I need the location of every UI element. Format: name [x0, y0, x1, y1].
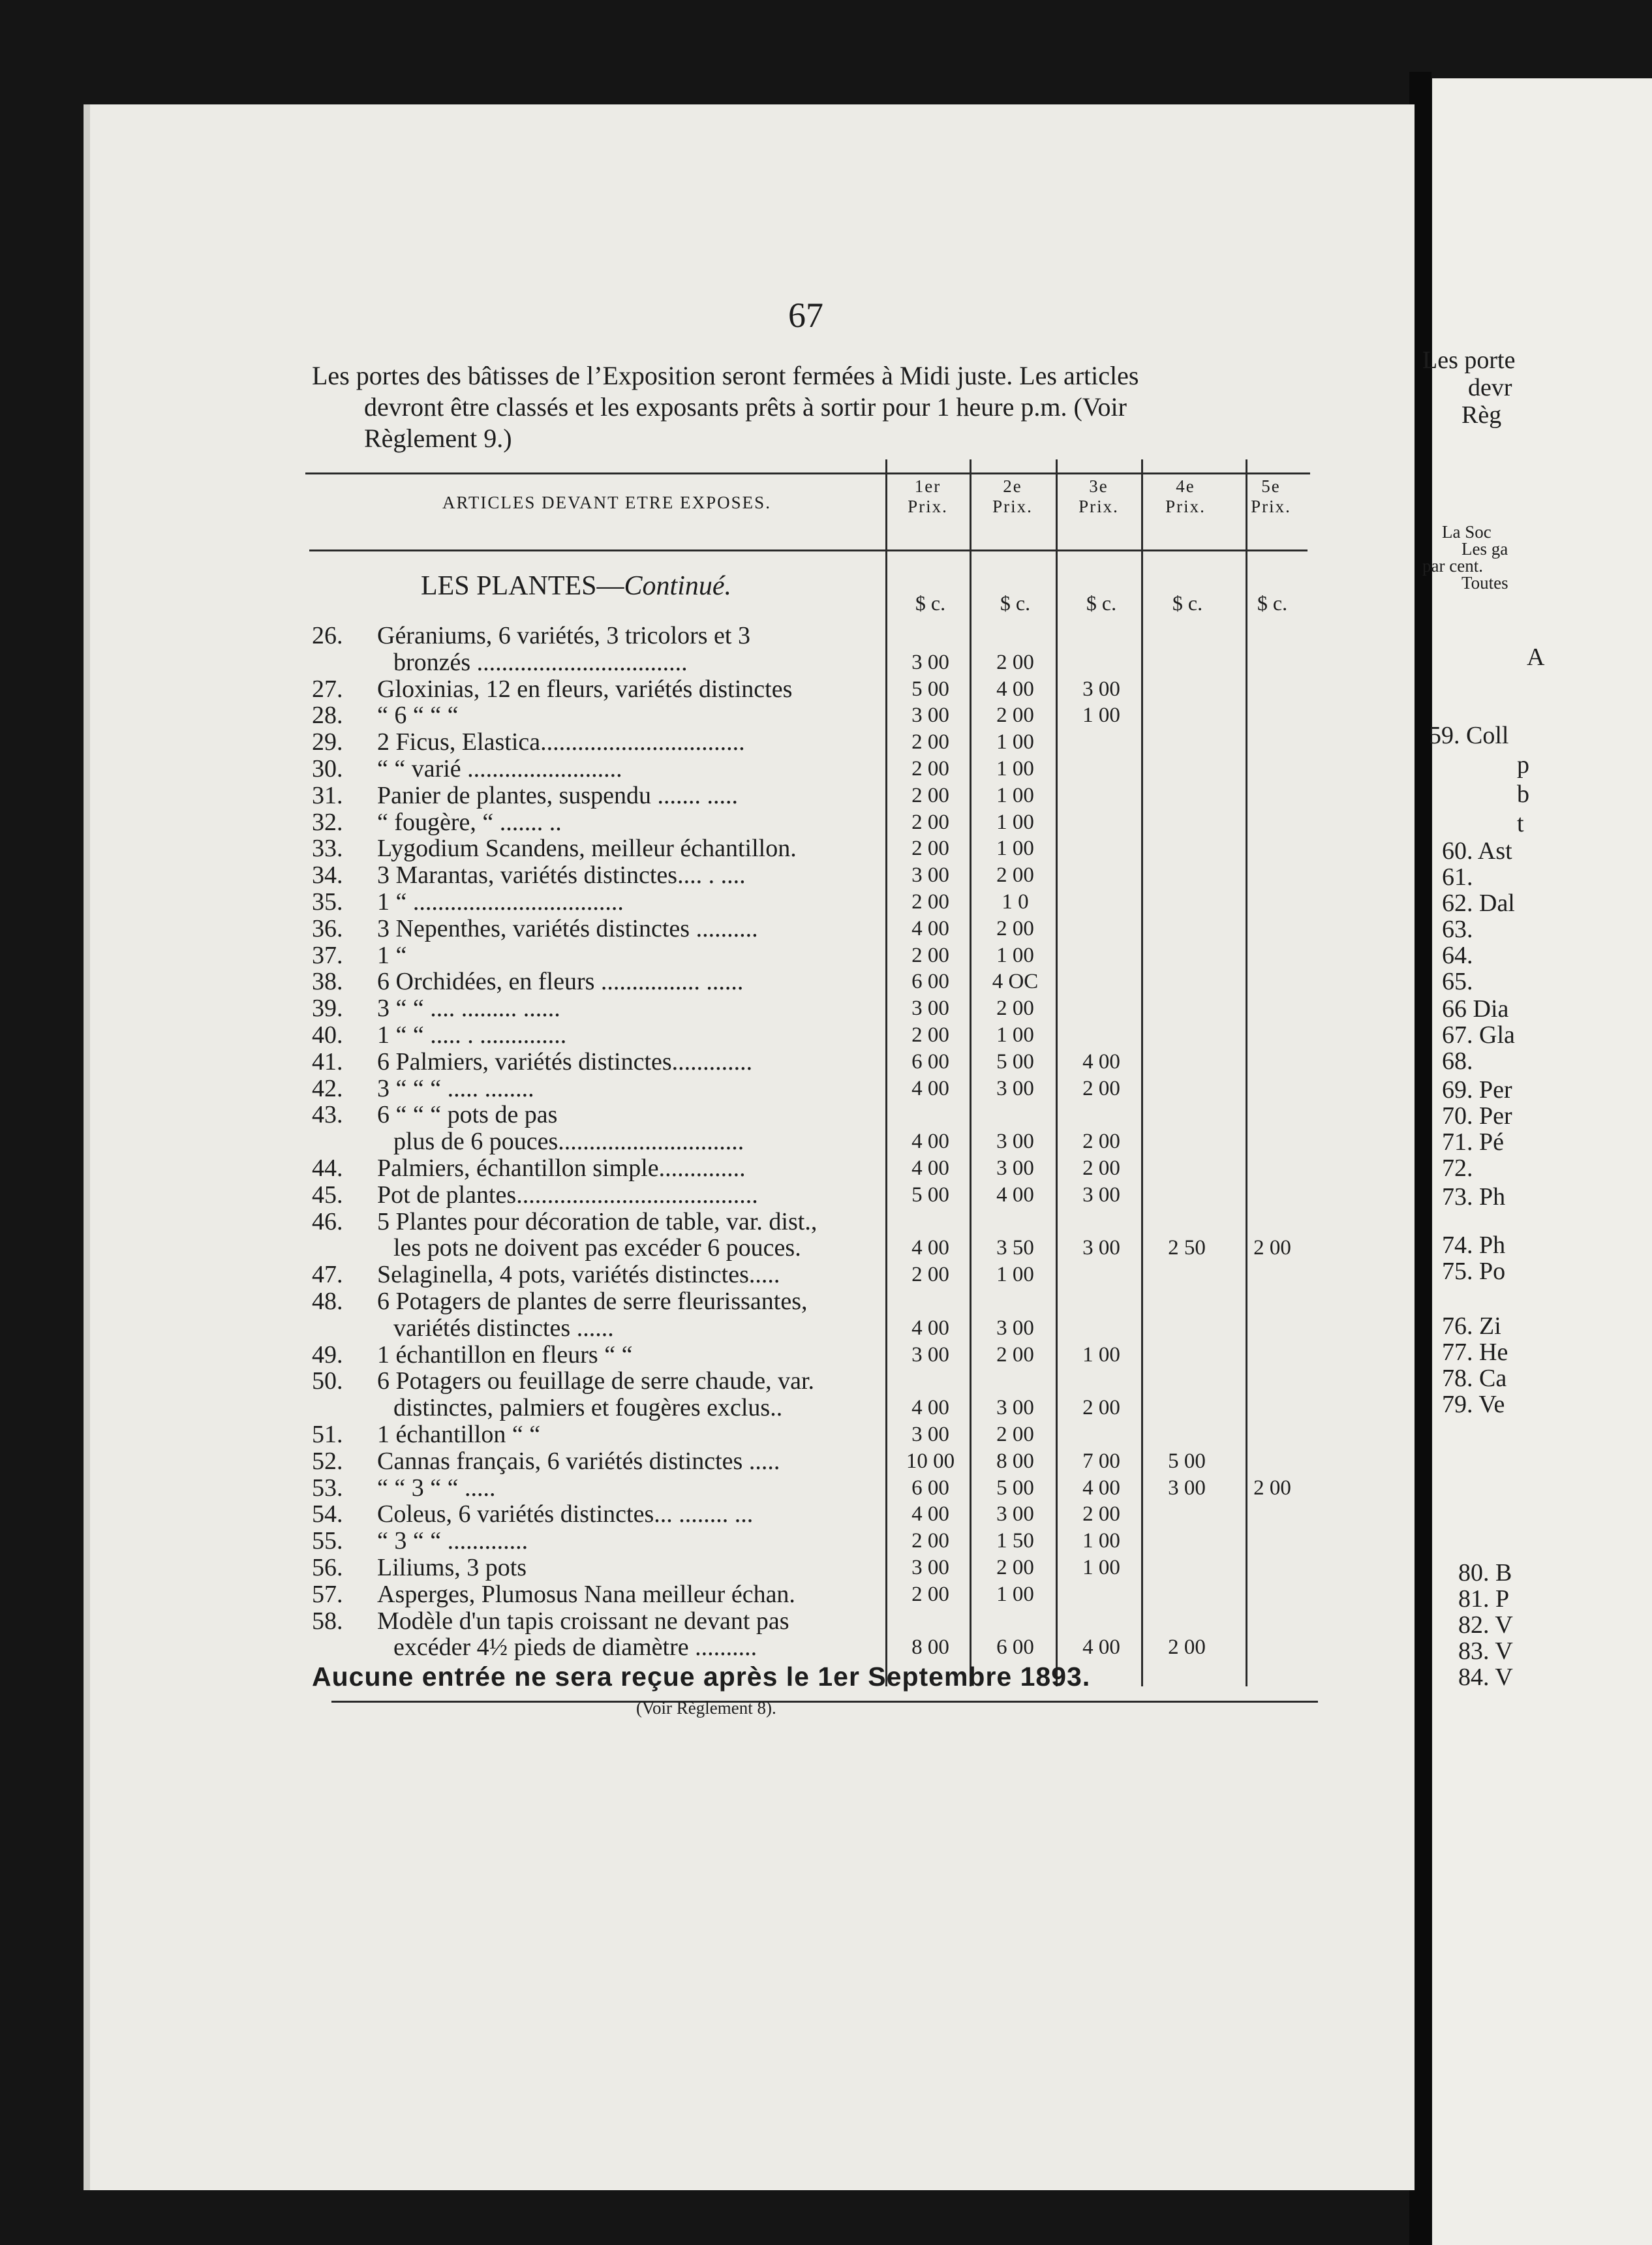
- prize-amount-1: 3 00: [911, 1342, 949, 1367]
- prize-amount-3: 1 00: [1082, 1529, 1120, 1553]
- prize-rank: 1er: [914, 476, 941, 496]
- prize-amount-3: 2 00: [1082, 1130, 1120, 1154]
- item-number: 37.: [312, 941, 343, 969]
- item-number: 42.: [312, 1074, 343, 1102]
- column-divider: [1056, 459, 1058, 1686]
- prize-amount-4: 5 00: [1168, 1449, 1206, 1473]
- item-description: Cannas français, 6 variétés distinctes .....: [377, 1447, 780, 1475]
- item-description: “ “ 3 “ “ .....: [377, 1474, 496, 1502]
- prize-header-2: [973, 476, 1052, 517]
- prize-amount-2: 2 00: [996, 997, 1034, 1021]
- next-page-fragment: 75. Po: [1442, 1258, 1506, 1285]
- prize-amount-3: 4 00: [1082, 1476, 1120, 1500]
- item-number: 58.: [312, 1607, 343, 1635]
- prize-amount-1: 5 00: [911, 1183, 949, 1207]
- item-number: 53.: [312, 1474, 343, 1502]
- column-divider: [885, 459, 887, 1686]
- next-page-fragment: 66 Dia: [1442, 995, 1509, 1023]
- page-number: 67: [788, 296, 823, 335]
- item-number: 31.: [312, 781, 343, 809]
- prize-amount-2: 2 00: [996, 863, 1034, 888]
- next-page-fragment: La Soc: [1442, 522, 1491, 542]
- item-description: Coleus, 6 variétés distinctes... ........ ...: [377, 1500, 754, 1528]
- next-page-fragment: b: [1517, 781, 1529, 808]
- item-number: 43.: [312, 1101, 343, 1129]
- notice-line: Règlement 9.): [364, 424, 512, 453]
- prize-label: Prix.: [1078, 497, 1119, 516]
- prize-amount-1: 2 00: [911, 1582, 949, 1606]
- prize-amount-2: 5 00: [996, 1476, 1034, 1500]
- item-description: Asperges, Plumosus Nana meilleur échan.: [377, 1580, 795, 1608]
- item-description: 1 “ “ ..... . ..............: [377, 1021, 567, 1049]
- item-description: 3 Nepenthes, variétés distinctes ..........: [377, 914, 758, 942]
- prize-amount-3: 4 00: [1082, 1049, 1120, 1074]
- prize-amount-1: 3 00: [911, 650, 949, 674]
- header-bottom-rule: [309, 550, 1308, 551]
- section-title: [421, 570, 731, 602]
- currency-label: $ c.: [1000, 591, 1031, 615]
- table-top-rule: [305, 472, 1310, 474]
- item-description: “ “ varié .........................: [377, 755, 622, 782]
- prize-header-3: [1060, 476, 1138, 517]
- item-description: 6 Potagers de plantes de serre fleurissantes,: [377, 1288, 808, 1315]
- item-description: 3 “ “ .... ......... ......: [377, 995, 560, 1023]
- next-page-fragment: Les ga: [1461, 539, 1508, 559]
- item-description: Modèle d'un tapis croissant ne devant pas: [377, 1607, 789, 1635]
- next-page-fragment: 68.: [1442, 1047, 1473, 1075]
- next-page-fragment: 84. V: [1458, 1664, 1513, 1691]
- prize-amount-2: 4 00: [996, 677, 1034, 701]
- prize-amount-2: 3 00: [996, 1396, 1034, 1420]
- prize-amount-2: 2 00: [996, 1342, 1034, 1367]
- item-description: “ 6 “ “ “: [377, 702, 459, 730]
- prize-amount-1: 2 00: [911, 730, 949, 754]
- prize-rank: 4e: [1176, 476, 1195, 496]
- prize-amount-1: 5 00: [911, 677, 949, 701]
- prize-amount-2: 4 OC: [992, 970, 1039, 994]
- prize-label: Prix.: [1251, 497, 1291, 516]
- prize-amount-2: 3 00: [996, 1130, 1034, 1154]
- next-page-fragment: 79. Ve: [1442, 1391, 1505, 1418]
- item-number: 28.: [312, 702, 343, 730]
- prize-rank: 2e: [1003, 476, 1022, 496]
- item-description: 6 Orchidées, en fleurs ................ ......: [377, 968, 744, 996]
- item-description: les pots ne doivent pas excéder 6 pouces.: [393, 1234, 801, 1262]
- prize-amount-4: 3 00: [1168, 1476, 1206, 1500]
- prize-amount-2: 1 00: [996, 757, 1034, 781]
- prize-amount-1: 2 00: [911, 837, 949, 861]
- prize-amount-1: 8 00: [911, 1635, 949, 1660]
- item-description: 6 “ “ “ pots de pas: [377, 1101, 558, 1129]
- section-title-suffix: Continué.: [624, 571, 732, 601]
- prize-amount-2: 6 00: [996, 1635, 1034, 1660]
- prize-amount-5: 2 00: [1253, 1236, 1291, 1260]
- next-page-fragment: 59. Coll: [1429, 722, 1509, 749]
- item-description: 1 “ ..................................: [377, 888, 624, 916]
- prize-amount-1: 6 00: [911, 970, 949, 994]
- currency-label: $ c.: [1257, 591, 1288, 615]
- item-number: 50.: [312, 1367, 343, 1395]
- item-description: 3 Marantas, variétés distinctes.... . ....: [377, 861, 746, 890]
- item-description: Gloxinias, 12 en fleurs, variétés distinctes: [377, 675, 793, 703]
- next-page-fragment: 60. Ast: [1442, 837, 1512, 865]
- prize-rank: 3e: [1089, 476, 1109, 496]
- next-page-fragment: A: [1527, 643, 1545, 671]
- prize-amount-2: 1 00: [996, 810, 1034, 834]
- currency-label: $ c.: [915, 591, 946, 615]
- articles-header: ARTICLES DEVANT ETRE EXPOSES.: [442, 493, 771, 512]
- prize-label: Prix.: [992, 497, 1033, 516]
- next-page-fragment: Règ: [1461, 401, 1502, 429]
- item-description: variétés distinctes ......: [393, 1314, 614, 1342]
- currency-label: $ c.: [1086, 591, 1117, 615]
- prize-amount-2: 1 00: [996, 837, 1034, 861]
- item-description: Selaginella, 4 pots, variétés distinctes.....: [377, 1261, 780, 1289]
- next-page-fragment: 70. Per: [1442, 1102, 1512, 1130]
- item-description: 6 Potagers ou feuillage de serre chaude, var.: [377, 1367, 815, 1395]
- item-number: 49.: [312, 1340, 343, 1369]
- prize-amount-1: 4 00: [911, 916, 949, 940]
- prize-amount-2: 1 50: [996, 1529, 1034, 1553]
- item-description: 5 Plantes pour décoration de table, var. dist.,: [377, 1207, 818, 1235]
- prize-amount-2: 1 00: [996, 783, 1034, 807]
- prize-amount-2: 2 00: [996, 650, 1034, 674]
- prize-amount-1: 2 00: [911, 783, 949, 807]
- prize-amount-3: 3 00: [1082, 1236, 1120, 1260]
- item-number: 46.: [312, 1207, 343, 1235]
- prize-amount-1: 4 00: [911, 1076, 949, 1100]
- prize-rank: 5e: [1261, 476, 1281, 496]
- prize-label: Prix.: [1165, 497, 1206, 516]
- prize-amount-2: 1 00: [996, 1263, 1034, 1287]
- item-number: 57.: [312, 1580, 343, 1608]
- prize-amount-3: 3 00: [1082, 677, 1120, 701]
- item-description: Liliums, 3 pots: [377, 1554, 527, 1581]
- item-description: “ fougère, “ ....... ..: [377, 808, 562, 836]
- table-bottom-rule: [331, 1701, 1318, 1703]
- item-number: 52.: [312, 1447, 343, 1475]
- prize-amount-2: 3 00: [996, 1156, 1034, 1180]
- item-description: bronzés ..................................: [393, 648, 688, 676]
- next-page-fragment: Toutes: [1461, 573, 1508, 593]
- currency-label: $ c.: [1172, 591, 1203, 615]
- notice-line: devront être classés et les exposants prêts à sortir pour 1 heure p.m. (Voir: [364, 392, 1127, 422]
- prize-amount-2: 4 00: [996, 1183, 1034, 1207]
- prize-amount-3: 2 00: [1082, 1396, 1120, 1420]
- prize-amount-1: 4 00: [911, 1156, 949, 1180]
- section-title-main: LES PLANTES—: [421, 571, 624, 601]
- prize-amount-2: 2 00: [996, 916, 1034, 940]
- prize-header-1: [889, 476, 967, 517]
- prize-label: Prix.: [908, 497, 948, 516]
- item-number: 40.: [312, 1021, 343, 1049]
- next-page-fragment: 71. Pé: [1442, 1128, 1504, 1156]
- item-number: 32.: [312, 808, 343, 836]
- item-description: Géraniums, 6 variétés, 3 tricolors et 3: [377, 622, 750, 649]
- prize-header-4: [1146, 476, 1225, 517]
- prize-amount-2: 5 00: [996, 1049, 1034, 1074]
- prize-amount-3: 2 00: [1082, 1156, 1120, 1180]
- prize-amount-1: 2 00: [911, 1263, 949, 1287]
- prize-amount-1: 4 00: [911, 1502, 949, 1526]
- item-number: 38.: [312, 968, 343, 996]
- item-description: 2 Ficus, Elastica.................................: [377, 728, 745, 756]
- prize-amount-1: 3 00: [911, 997, 949, 1021]
- next-page-fragment: 65.: [1442, 968, 1473, 995]
- item-number: 29.: [312, 728, 343, 756]
- next-page-fragment: 69. Per: [1442, 1076, 1512, 1104]
- prize-amount-2: 3 00: [996, 1076, 1034, 1100]
- prize-header-5: [1232, 476, 1310, 517]
- prize-amount-1: 4 00: [911, 1236, 949, 1260]
- prize-amount-3: 1 00: [1082, 1556, 1120, 1579]
- prize-amount-2: 8 00: [996, 1449, 1034, 1473]
- next-page-fragment: 67. Gla: [1442, 1021, 1515, 1049]
- item-description: 6 Palmiers, variétés distinctes.............: [377, 1047, 753, 1076]
- next-page-fragment: 76. Zi: [1442, 1312, 1501, 1340]
- prize-amount-3: 1 00: [1082, 704, 1120, 728]
- item-description: excéder 4½ pieds de diamètre ..........: [393, 1633, 757, 1662]
- prize-amount-1: 4 00: [911, 1130, 949, 1154]
- notice-line: Les portes des bâtisses de l’Exposition seront fermées à Midi juste. Les articles: [312, 361, 1139, 390]
- item-number: 47.: [312, 1261, 343, 1289]
- next-page-fragment: 74. Ph: [1442, 1231, 1506, 1259]
- prize-amount-1: 3 00: [911, 1423, 949, 1446]
- prize-amount-3: 2 00: [1082, 1502, 1120, 1526]
- prize-amount-1: 2 00: [911, 1529, 949, 1553]
- next-page-fragment: 72.: [1442, 1154, 1473, 1182]
- prize-amount-1: 6 00: [911, 1049, 949, 1074]
- column-divider: [970, 459, 971, 1686]
- prize-amount-2: 1 00: [996, 943, 1034, 967]
- next-page-fragment: 82. V: [1458, 1611, 1513, 1639]
- prize-amount-4: 2 50: [1168, 1236, 1206, 1260]
- column-divider: [1141, 459, 1143, 1686]
- prize-amount-1: 2 00: [911, 943, 949, 967]
- footer-reference: (Voir Règlement 8).: [636, 1698, 776, 1718]
- prize-amount-1: 6 00: [911, 1476, 949, 1500]
- next-page-fragment: 61.: [1442, 863, 1473, 891]
- prize-amount-1: 3 00: [911, 704, 949, 728]
- next-page-fragment: Les porte: [1422, 347, 1516, 374]
- prize-amount-1: 4 00: [911, 1316, 949, 1340]
- prize-amount-1: 2 00: [911, 757, 949, 781]
- item-number: 54.: [312, 1500, 343, 1528]
- item-number: 44.: [312, 1154, 343, 1182]
- next-page-fragment: devr: [1468, 374, 1512, 401]
- item-description: Lygodium Scandens, meilleur échantillon.: [377, 835, 797, 863]
- item-number: 48.: [312, 1288, 343, 1315]
- item-number: 26.: [312, 622, 343, 649]
- prize-amount-2: 1 00: [996, 1023, 1034, 1047]
- prize-amount-2: 3 00: [996, 1502, 1034, 1526]
- item-description: distinctes, palmiers et fougères exclus..: [393, 1394, 783, 1422]
- next-page-fragment: 63.: [1442, 916, 1473, 943]
- prize-amount-1: 10 00: [906, 1449, 955, 1473]
- item-description: plus de 6 pouces..............................: [393, 1128, 744, 1156]
- prize-amount-2: 1 00: [996, 1582, 1034, 1606]
- item-number: 41.: [312, 1047, 343, 1076]
- next-page-fragment: p: [1517, 751, 1529, 779]
- item-description: Panier de plantes, suspendu ....... .....: [377, 781, 739, 809]
- prize-amount-1: 2 00: [911, 1023, 949, 1047]
- item-number: 55.: [312, 1527, 343, 1555]
- prize-amount-1: 3 00: [911, 1556, 949, 1579]
- item-description: 1 échantillon en fleurs “ “: [377, 1340, 633, 1369]
- item-description: 1 échantillon “ “: [377, 1421, 541, 1448]
- prize-amount-2: 3 00: [996, 1316, 1034, 1340]
- prize-amount-1: 2 00: [911, 890, 949, 914]
- prize-amount-3: 1 00: [1082, 1342, 1120, 1367]
- prize-amount-2: 2 00: [996, 1556, 1034, 1579]
- prize-amount-2: 2 00: [996, 704, 1034, 728]
- item-description: 1 “: [377, 941, 407, 969]
- item-number: 33.: [312, 835, 343, 863]
- item-description: Palmiers, échantillon simple..............: [377, 1154, 746, 1182]
- item-description: Pot de plantes.......................................: [377, 1181, 758, 1209]
- prize-amount-3: 7 00: [1082, 1449, 1120, 1473]
- next-page-fragment: 80. B: [1458, 1559, 1512, 1587]
- prize-amount-1: 3 00: [911, 863, 949, 888]
- item-number: 45.: [312, 1181, 343, 1209]
- item-number: 27.: [312, 675, 343, 703]
- next-page-fragment: 81. P: [1458, 1585, 1510, 1613]
- item-number: 34.: [312, 861, 343, 890]
- item-number: 30.: [312, 755, 343, 782]
- prize-amount-4: 2 00: [1168, 1635, 1206, 1660]
- prize-amount-5: 2 00: [1253, 1476, 1291, 1500]
- next-page-fragment: 64.: [1442, 942, 1473, 969]
- prize-amount-3: 4 00: [1082, 1635, 1120, 1660]
- prize-amount-3: 2 00: [1082, 1076, 1120, 1100]
- item-number: 39.: [312, 995, 343, 1023]
- prize-amount-1: 2 00: [911, 810, 949, 834]
- prize-amount-2: 1 0: [1002, 890, 1029, 914]
- prize-amount-1: 4 00: [911, 1396, 949, 1420]
- item-description: “ 3 “ “ .............: [377, 1527, 528, 1555]
- next-page-fragment: 78. Ca: [1442, 1365, 1507, 1392]
- footer-notice: Aucune entrée ne sera reçue après le 1er Septembre 1893.: [312, 1662, 1091, 1692]
- next-page-fragment: 73. Ph: [1442, 1183, 1506, 1211]
- column-divider: [1246, 459, 1247, 1686]
- next-page-fragment: 62. Dal: [1442, 890, 1515, 917]
- item-number: 56.: [312, 1554, 343, 1581]
- next-page-fragment: t: [1517, 810, 1524, 837]
- prize-amount-2: 3 50: [996, 1236, 1034, 1260]
- item-description: 3 “ “ “ ..... ........: [377, 1074, 534, 1102]
- item-number: 51.: [312, 1421, 343, 1448]
- prize-amount-2: 1 00: [996, 730, 1034, 754]
- next-page-fragment: par cent.: [1422, 556, 1483, 576]
- prize-amount-2: 2 00: [996, 1423, 1034, 1446]
- next-page-fragment: 77. He: [1442, 1339, 1508, 1366]
- item-number: 35.: [312, 888, 343, 916]
- item-number: 36.: [312, 914, 343, 942]
- prize-amount-3: 3 00: [1082, 1183, 1120, 1207]
- next-page-fragment: 83. V: [1458, 1637, 1513, 1665]
- next-page-edge: [1422, 78, 1652, 2245]
